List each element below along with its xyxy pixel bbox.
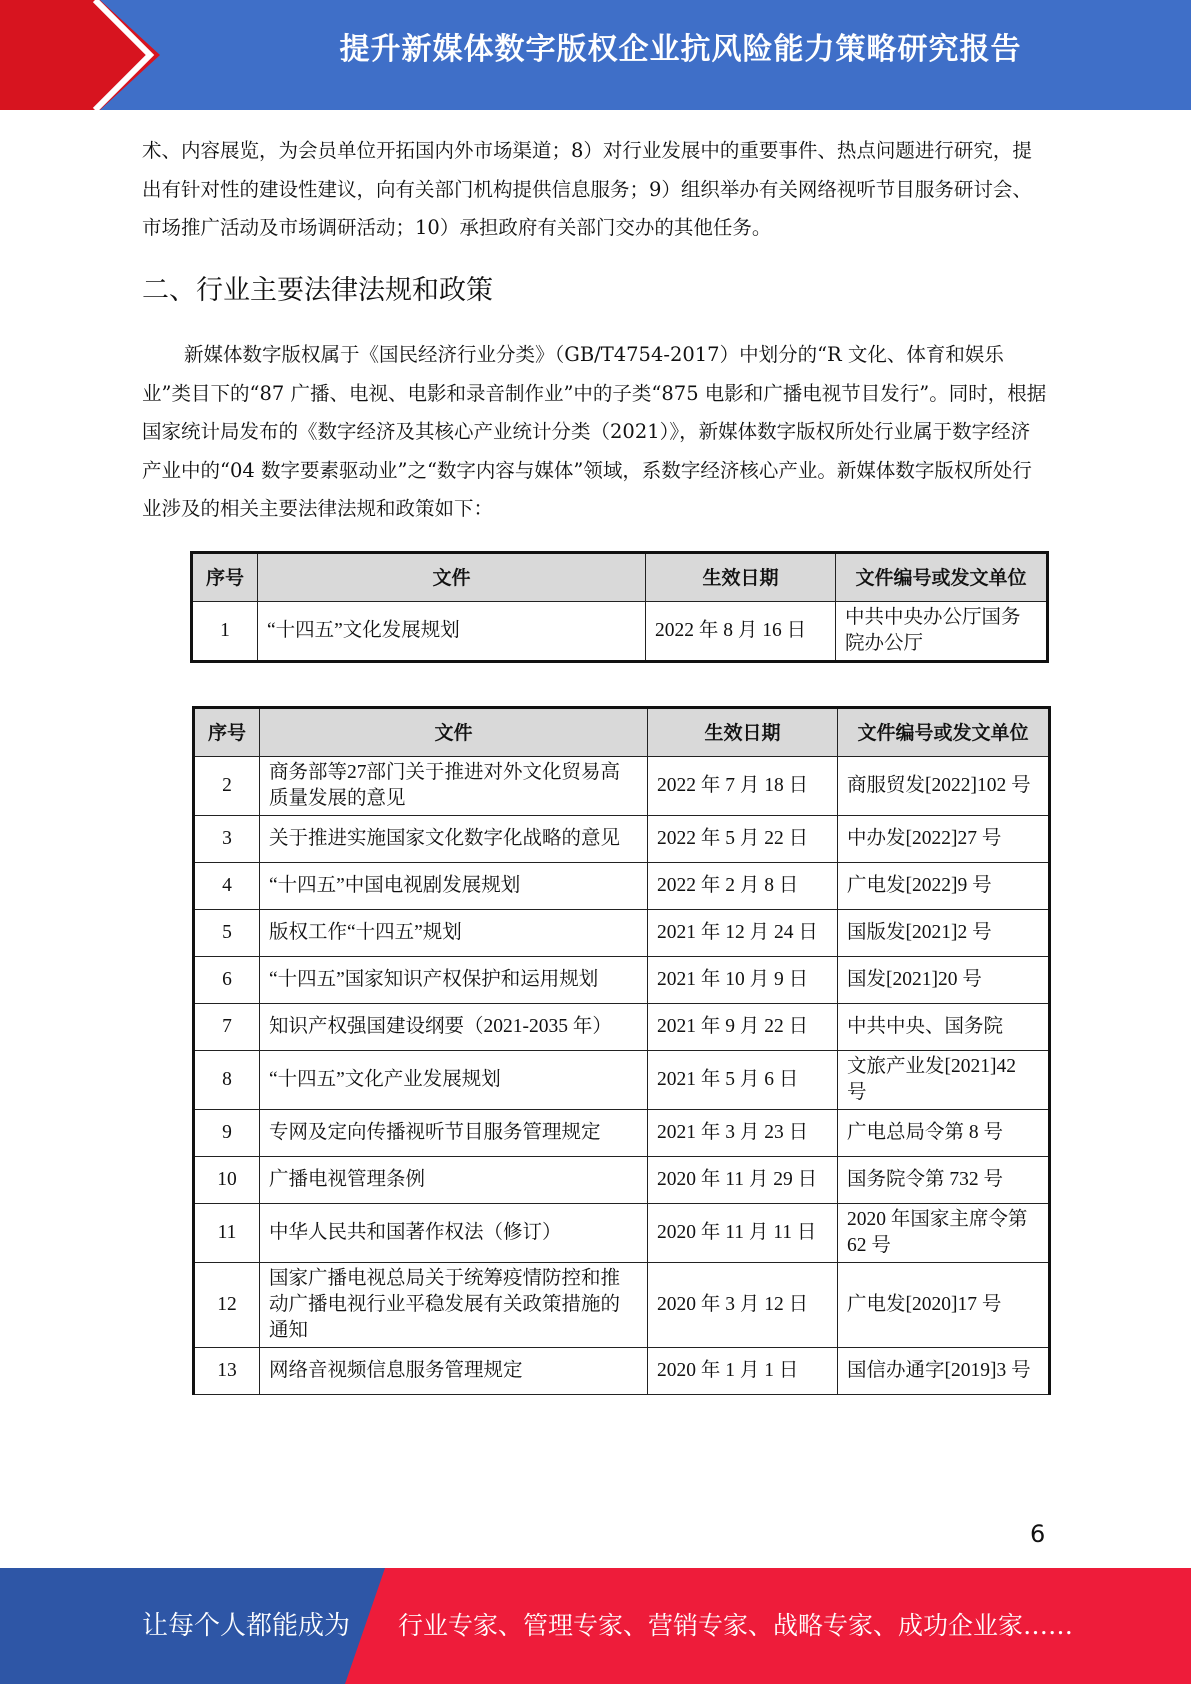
table-row	[194, 1110, 1050, 1157]
col-header-issuer: 文件编号或发文单位	[838, 708, 1050, 757]
table-row	[194, 1157, 1050, 1204]
cell-date: 2022 年 5 月 22 日	[648, 816, 838, 863]
table-header-row	[192, 553, 1048, 602]
table-row	[194, 816, 1050, 863]
table-row	[194, 957, 1050, 1004]
cell-index: 12	[194, 1263, 260, 1348]
cell-issuer: 中办发[2022]27 号	[838, 816, 1050, 863]
col-header-index: 序号	[192, 553, 258, 602]
page-header	[0, 0, 1191, 110]
table-row	[194, 757, 1050, 816]
cell-date: 2022 年 8 月 16 日	[646, 602, 836, 662]
cell-document: 商务部等27部门关于推进对外文化贸易高质量发展的意见	[260, 757, 648, 816]
cell-date: 2021 年 5 月 6 日	[648, 1051, 838, 1110]
col-header-issuer: 文件编号或发文单位	[836, 553, 1048, 602]
cell-issuer: 国发[2021]20 号	[838, 957, 1050, 1004]
cell-date: 2020 年 1 月 1 日	[648, 1348, 838, 1395]
paragraph-intro: 新媒体数字版权属于《国民经济行业分类》（GB/T4754-2017）中划分的“R 文化、体育和娱乐业”类目下的“87 广播、电视、电影和录音制作业”中的子类“875 电影和广播电视节目发行”。同时，根据国家统计局发布的《数字经济及其核心产业统计分类（2021）》，新媒体数字版权所处行业属于数字经济产业中的“04 数字要素驱动业”之“数字内容与媒体”领域，系数字经济核心产业。新媒体数字版权所处行业涉及的相关主要法律法规和政策如下：	[142, 343, 1047, 520]
cell-index: 7	[194, 1004, 260, 1051]
cell-index: 6	[194, 957, 260, 1004]
cell-document: “十四五”国家知识产权保护和运用规划	[260, 957, 648, 1004]
cell-index: 11	[194, 1204, 260, 1263]
cell-issuer: 2020 年国家主席令第 62 号	[838, 1204, 1050, 1263]
cell-date: 2020 年 3 月 12 日	[648, 1263, 838, 1348]
cell-index: 5	[194, 910, 260, 957]
cell-issuer: 国务院令第 732 号	[838, 1157, 1050, 1204]
cell-issuer: 商服贸发[2022]102 号	[838, 757, 1050, 816]
cell-index: 10	[194, 1157, 260, 1204]
table-row	[194, 1051, 1050, 1110]
cell-document: 国家广播电视总局关于统筹疫情防控和推动广播电视行业平稳发展有关政策措施的通知	[260, 1263, 648, 1348]
cell-date: 2021 年 9 月 22 日	[648, 1004, 838, 1051]
cell-date: 2021 年 12 月 24 日	[648, 910, 838, 957]
cell-date: 2022 年 7 月 18 日	[648, 757, 838, 816]
table-row	[194, 863, 1050, 910]
table-row	[192, 602, 1048, 662]
cell-index: 8	[194, 1051, 260, 1110]
table-row	[194, 910, 1050, 957]
cell-issuer: 广电发[2020]17 号	[838, 1263, 1050, 1348]
col-header-effective-date: 生效日期	[648, 708, 838, 757]
cell-issuer: 广电总局令第 8 号	[838, 1110, 1050, 1157]
col-header-document: 文件	[260, 708, 648, 757]
cell-date: 2021 年 10 月 9 日	[648, 957, 838, 1004]
cell-issuer: 中共中央、国务院	[838, 1004, 1050, 1051]
cell-document: 网络音视频信息服务管理规定	[260, 1348, 648, 1395]
cell-date: 2022 年 2 月 8 日	[648, 863, 838, 910]
cell-issuer: 文旅产业发[2021]42 号	[838, 1051, 1050, 1110]
page-footer	[0, 1568, 1191, 1684]
section-heading: 二、行业主要法律法规和政策	[142, 275, 493, 306]
table-row	[194, 1348, 1050, 1395]
cell-index: 1	[192, 602, 258, 662]
cell-document: 版权工作“十四五”规划	[260, 910, 648, 957]
cell-issuer: 中共中央办公厅国务院办公厅	[836, 602, 1048, 662]
table-row	[194, 1204, 1050, 1263]
cell-document: 广播电视管理条例	[260, 1157, 648, 1204]
cell-issuer: 广电发[2022]9 号	[838, 863, 1050, 910]
table-header-row	[194, 708, 1050, 757]
report-title: 提升新媒体数字版权企业抗风险能力策略研究报告	[339, 32, 1022, 67]
footer-slogan-right: 行业专家、管理专家、营销专家、战略专家、成功企业家……	[398, 1611, 1074, 1640]
footer-slogan-left: 让每个人都能成为	[142, 1611, 351, 1641]
page-number: 6	[1030, 1520, 1046, 1548]
cell-document: “十四五”中国电视剧发展规划	[260, 863, 648, 910]
cell-document: 中华人民共和国著作权法（修订）	[260, 1204, 648, 1263]
cell-date: 2021 年 3 月 23 日	[648, 1110, 838, 1157]
cell-index: 4	[194, 863, 260, 910]
cell-document: 关于推进实施国家文化数字化战略的意见	[260, 816, 648, 863]
col-header-document: 文件	[258, 553, 646, 602]
cell-document: 知识产权强国建设纲要（2021-2035 年）	[260, 1004, 648, 1051]
paragraph-continued: 术、内容展览，为会员单位开拓国内外市场渠道；8）对行业发展中的重要事件、热点问题进行研究，提出有针对性的建设性建议，向有关部门机构提供信息服务；9）组织举办有关网络视听节目服务研讨会、市场推广活动及市场调研活动；10）承担政府有关部门交办的其他任务。	[142, 139, 1032, 239]
cell-document: “十四五”文化产业发展规划	[260, 1051, 648, 1110]
regulations-table-1	[190, 551, 1049, 663]
cell-index: 9	[194, 1110, 260, 1157]
cell-index: 13	[194, 1348, 260, 1395]
cell-date: 2020 年 11 月 29 日	[648, 1157, 838, 1204]
cell-document: 专网及定向传播视听节目服务管理规定	[260, 1110, 648, 1157]
cell-index: 3	[194, 816, 260, 863]
cell-index: 2	[194, 757, 260, 816]
cell-issuer: 国信办通字[2019]3 号	[838, 1348, 1050, 1395]
cell-document: “十四五”文化发展规划	[258, 602, 646, 662]
col-header-index: 序号	[194, 708, 260, 757]
cell-date: 2020 年 11 月 11 日	[648, 1204, 838, 1263]
table-row	[194, 1004, 1050, 1051]
regulations-table-2	[192, 706, 1051, 1395]
table-row	[194, 1263, 1050, 1348]
cell-issuer: 国版发[2021]2 号	[838, 910, 1050, 957]
col-header-effective-date: 生效日期	[646, 553, 836, 602]
